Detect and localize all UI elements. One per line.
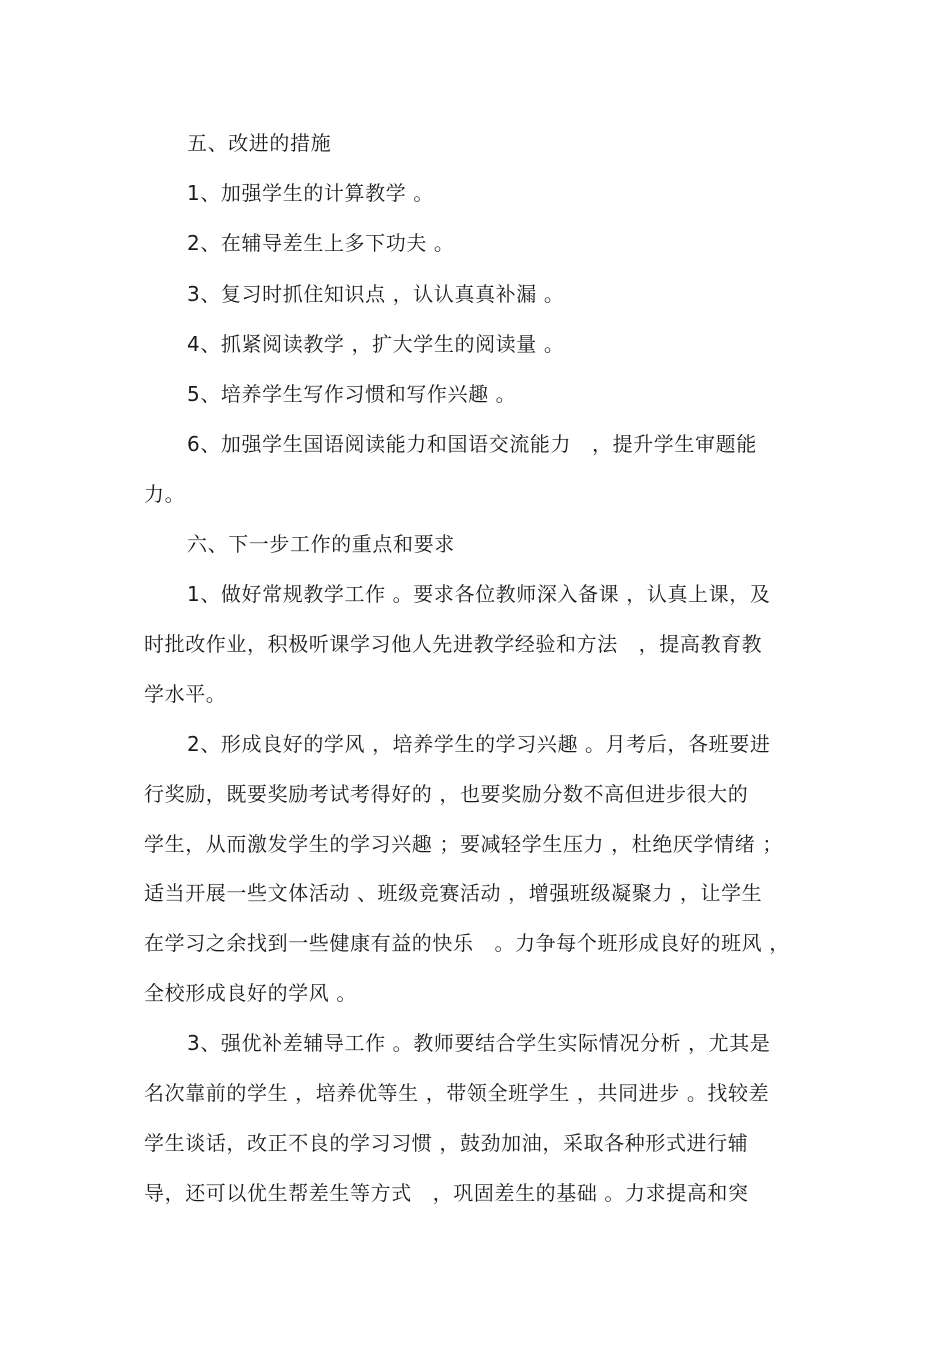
paragraph-line: 全校形成良好的学风 。 (144, 981, 357, 1005)
paragraph-line: 3、强优补差辅导工作 。教师要结合学生实际情况分析 ，尤其是 (187, 1031, 771, 1055)
paragraph-line: 2、形成良好的学风 ，培养学生的学习兴趣 。月考后，各班要进 (187, 732, 771, 756)
paragraph-line: 学生谈话，改正不良的学习习惯 ，鼓劲加油，采取各种形式进行辅 (144, 1131, 749, 1155)
paragraph-line: 学水平。 (144, 682, 227, 706)
paragraph-line: 名次靠前的学生 ，培养优等生 ，带领全班学生 ，共同进步 。找较差 (144, 1081, 770, 1105)
section-heading-improvements: 五、改进的措施 (187, 131, 332, 155)
paragraph-line: 在学习之余找到一些健康有益的快乐 。力争每个班形成良好的班风 ， (144, 931, 790, 955)
paragraph-line: 导，还可以优生帮差生等方式 ，巩固差生的基础 。力求提高和突 (144, 1181, 749, 1205)
paragraph-line: 6、加强学生国语阅读能力和国语交流能力 ，提升学生审题能 (187, 432, 757, 456)
section-heading-next-steps: 六、下一步工作的重点和要求 (187, 532, 455, 556)
paragraph-line: 4、抓紧阅读教学 ，扩大学生的阅读量 。 (187, 332, 565, 356)
paragraph-line: 2、在辅导差生上多下功夫 。 (187, 231, 455, 255)
paragraph-line: 1、加强学生的计算教学 。 (187, 181, 434, 205)
paragraph-line: 力。 (144, 482, 186, 506)
paragraph-line: 适当开展一些文体活动 、班级竞赛活动 ，增强班级凝聚力 ，让学生 (144, 881, 763, 905)
paragraph-line: 3、复习时抓住知识点 ，认认真真补漏 。 (187, 282, 565, 306)
paragraph-line: 1、做好常规教学工作 。要求各位教师深入备课 ，认真上课，及 (187, 582, 771, 606)
paragraph-line: 时批改作业，积极听课学习他人先进教学经验和方法 ，提高教育教 (144, 632, 763, 656)
paragraph-line: 5、培养学生写作习惯和写作兴趣 。 (187, 382, 517, 406)
paragraph-line: 行奖励，既要奖励考试考得好的 ，也要奖励分数不高但进步很大的 (144, 782, 749, 806)
paragraph-line: 学生，从而激发学生的学习兴趣 ；要减轻学生压力 ，杜绝厌学情绪 ； (144, 832, 783, 856)
